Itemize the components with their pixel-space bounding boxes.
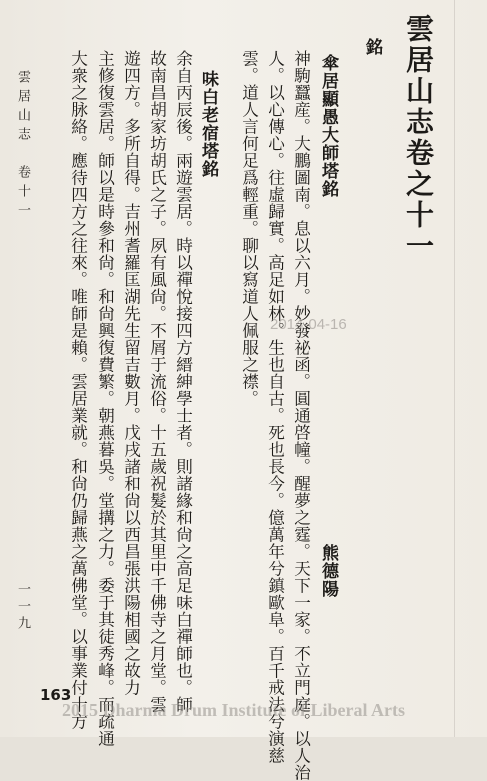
date-stamp: 2014-04-16 [270,316,347,333]
section-heading: 銘 [362,38,382,56]
text-column: 故南昌胡家坊胡氏之子。夙有風尙。不屑于流俗。十五歲祝髮於其里中千佛寺之月堂。雲 [147,50,167,713]
text-column: 遊四方。多所自得。吉州耆羅匡湖先生留吉數月。戊戌諸和尙以西昌張洪陽相國之故力 [121,50,141,696]
entry-heading: 味白老宿塔銘 [198,70,218,178]
text-column: 主修復雲居。師以是時參和尙。和尙興復費繁。朝燕暮吳。堂搆之力。委于其徒秀峰。而疏通 [95,50,115,747]
text-column: 大衆之脉絡。應待四方之往來。唯師是賴。雲居業就。和尙仍歸燕之萬佛堂。以事業付十方 [68,50,88,730]
margin-label: 雲居山志 卷十一 [15,70,30,222]
entry-heading: 傘居顯愚大師塔銘 [318,54,338,198]
page-number: 163 [40,686,72,704]
entry-author: 熊德陽 [318,544,338,598]
page-edge-line [454,0,455,737]
text-column: 雲。道人言何足爲輕重。聊以寫道人佩服之襟。 [239,50,259,407]
watermark: 2015 Dharma Drum Institute of Liberal Arts [62,700,405,720]
text-column: 神駒蠶産。大鵬圖南。息以六月。妙發祕函。圓通啓幢。醒夢之霆。天下一家。不立門庭。以人治 [291,50,311,781]
text-column: 余自丙辰後。兩遊雲居。時以禪悅接四方縉紳學士者。則諸緣和尙之高足味白禪師也。師 [173,50,193,713]
folio-number: 一一九 [15,582,30,633]
volume-title: 雲居山志卷之十一 [402,14,435,262]
text-column: 人。以心傳心。往虛歸實。高足如林。生也自古。死也長今。億萬年兮鎮歐阜。百千戒法兮演慈 [265,50,285,764]
